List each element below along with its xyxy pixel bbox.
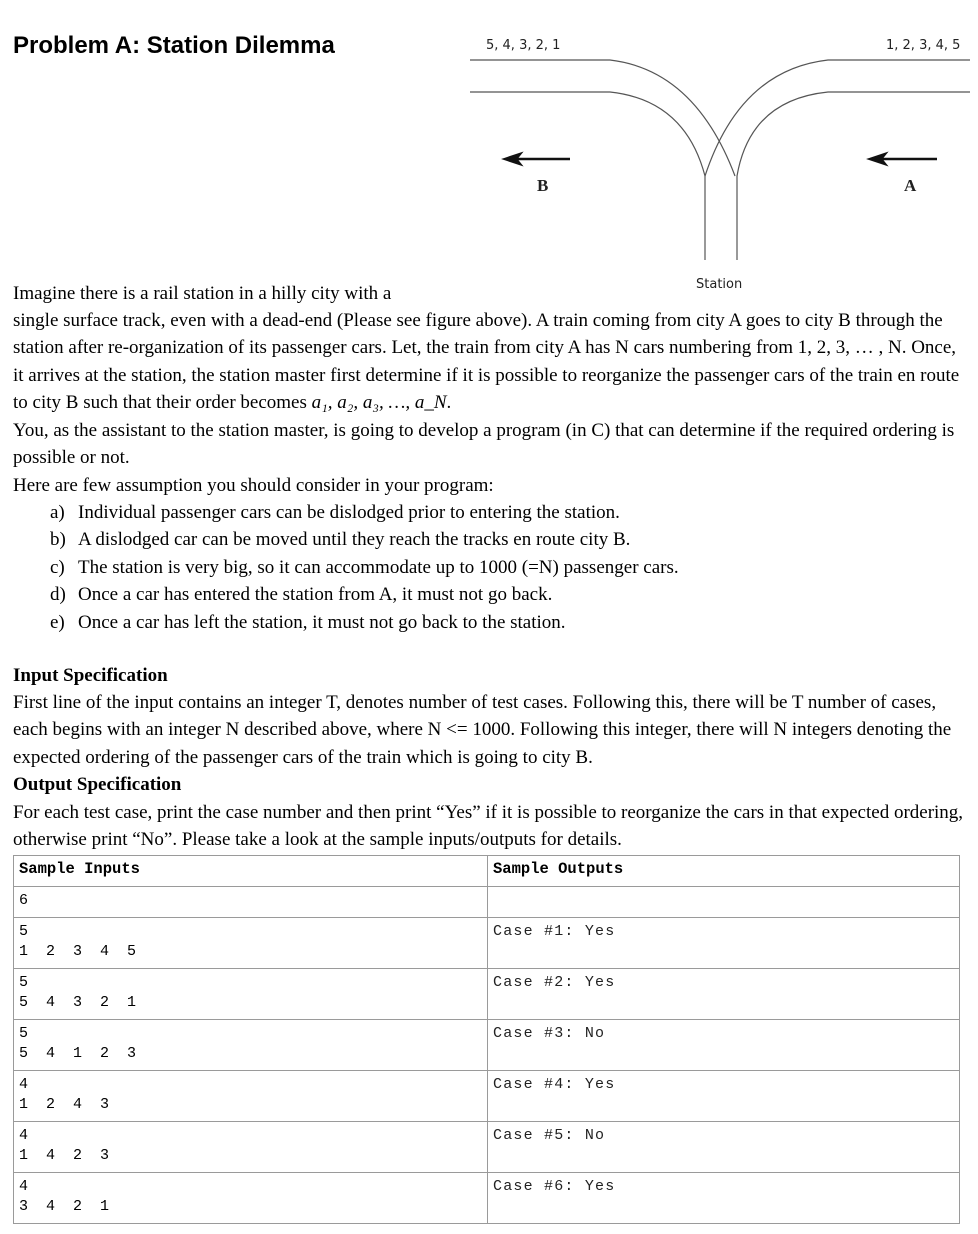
intro-paragraph bbox=[13, 307, 968, 471]
table-row bbox=[14, 1122, 960, 1173]
sample-input-cell bbox=[14, 887, 488, 918]
assumption-marker: a) bbox=[50, 502, 65, 523]
case-sequence: 1 4 2 3 bbox=[19, 1147, 110, 1164]
case-n: 4 bbox=[19, 1178, 29, 1195]
rail-tracks-figure bbox=[460, 30, 978, 300]
input-spec-body: First line of the input contains an integer T, denotes number of test cases. Following this, there will be T number of cases, each begins with an integer N described above, where N <= 1000. Following this integer, there will N integers denoting the expected ordering of the passenger cars of the train which is going to city B. bbox=[13, 692, 952, 768]
sample-input-cell bbox=[14, 1020, 488, 1071]
sample-input-cell bbox=[14, 1173, 488, 1224]
case-sequence: 3 4 2 1 bbox=[19, 1198, 110, 1215]
table-row bbox=[14, 969, 960, 1020]
output-spec-body: For each test case, print the case number and then print “Yes” if it is possible to reorganize the cars in that expected ordering, otherwise print “No”. Please take a look at the sample inputs/outputs for details. bbox=[13, 802, 964, 851]
sample-output-cell: Case #4: Yes bbox=[488, 1071, 960, 1122]
assumption-text: A dislodged car can be moved until they reach the tracks en route city B. bbox=[78, 529, 631, 551]
case-n: 5 bbox=[19, 923, 29, 940]
sample-output-cell: Case #5: No bbox=[488, 1122, 960, 1173]
assistant-text: You, as the assistant to the station master, is going to develop a program (in C) that can determine if the required ordering is possible or not. bbox=[13, 419, 955, 469]
assumption-marker: e) bbox=[50, 611, 65, 633]
case-n: 5 bbox=[19, 974, 29, 991]
assumption-marker: b) bbox=[50, 529, 66, 551]
sample-input-cell bbox=[14, 918, 488, 969]
sample-output-cell: Case #3: No bbox=[488, 1020, 960, 1071]
sample-output-cell: Case #2: Yes bbox=[488, 969, 960, 1020]
assumption-item bbox=[13, 554, 679, 581]
sample-output-cell: Case #1: Yes bbox=[488, 918, 960, 969]
assumption-item bbox=[13, 609, 679, 636]
case-sequence: 1 2 3 4 5 bbox=[19, 943, 137, 960]
sample-input-cell bbox=[14, 1122, 488, 1173]
city-b-label: B bbox=[537, 176, 549, 195]
sample-input-cell bbox=[14, 1071, 488, 1122]
assumption-marker: d) bbox=[50, 584, 66, 606]
case-sequence: 5 4 1 2 3 bbox=[19, 1045, 137, 1062]
table-row bbox=[14, 1071, 960, 1122]
station-diagram bbox=[460, 30, 978, 300]
case-n: 4 bbox=[19, 1127, 29, 1144]
case-n: 4 bbox=[19, 1076, 29, 1093]
assumption-item bbox=[13, 499, 679, 526]
sample-output-cell bbox=[488, 887, 960, 918]
assumption-marker: c) bbox=[50, 556, 65, 578]
case-n: 5 bbox=[19, 1025, 29, 1042]
case-sequence: 1 2 4 3 bbox=[19, 1096, 110, 1113]
assumption-text: Once a car has entered the station from A, it must not go back. bbox=[78, 584, 553, 606]
input-spec-heading: Input Specification bbox=[13, 665, 168, 686]
problem-title: Problem A: Station Dilemma bbox=[13, 32, 335, 59]
assumptions-lead: Here are few assumption you should consider in your program: bbox=[13, 475, 494, 496]
assumption-item bbox=[13, 581, 679, 608]
samples-table bbox=[13, 855, 960, 1224]
assumption-text: Individual passenger cars can be dislodged prior to entering the station. bbox=[78, 502, 620, 523]
intro-first-line: Imagine there is a rail station in a hilly city with a bbox=[13, 283, 392, 304]
order-formula: a₁, a₂, a₃, …, a_N bbox=[311, 392, 447, 414]
right-order-label: 1, 2, 3, 4, 5 bbox=[886, 38, 961, 53]
assumption-item bbox=[13, 526, 679, 553]
sample-input-cell bbox=[14, 969, 488, 1020]
table-row bbox=[14, 1020, 960, 1071]
table-row bbox=[14, 1173, 960, 1224]
samples-header-row bbox=[14, 856, 960, 887]
sample-outputs-header: Sample Outputs bbox=[488, 856, 960, 887]
assumptions-list bbox=[13, 499, 679, 636]
assumption-text: The station is very big, so it can accommodate up to 1000 (=N) passenger cars. bbox=[78, 556, 679, 578]
sample-inputs-header: Sample Inputs bbox=[14, 856, 488, 887]
left-order-label: 5, 4, 3, 2, 1 bbox=[486, 38, 561, 53]
station-label: Station bbox=[696, 277, 743, 292]
sample-output-cell: Case #6: Yes bbox=[488, 1173, 960, 1224]
city-a-label: A bbox=[904, 176, 917, 195]
table-row bbox=[14, 918, 960, 969]
intro-text: single surface track, even with a dead-end (Please see figure above). A train coming from city A goes to city B through the station after re-organization of its passenger cars. Let, the train from city A has N cars numbering from 1, 2, 3, … , N. Once, it arrives at the station, the station master first determine if it is possible to reorganize the passenger cars of the train en route to city B such that their order becomes bbox=[13, 310, 960, 414]
output-spec-heading: Output Specification bbox=[13, 774, 182, 795]
table-row bbox=[14, 887, 960, 918]
assumption-text: Once a car has left the station, it must not go back to the station. bbox=[78, 611, 566, 633]
test-count: 6 bbox=[19, 892, 29, 909]
case-sequence: 5 4 3 2 1 bbox=[19, 994, 137, 1011]
intro-suffix: . bbox=[446, 392, 452, 414]
